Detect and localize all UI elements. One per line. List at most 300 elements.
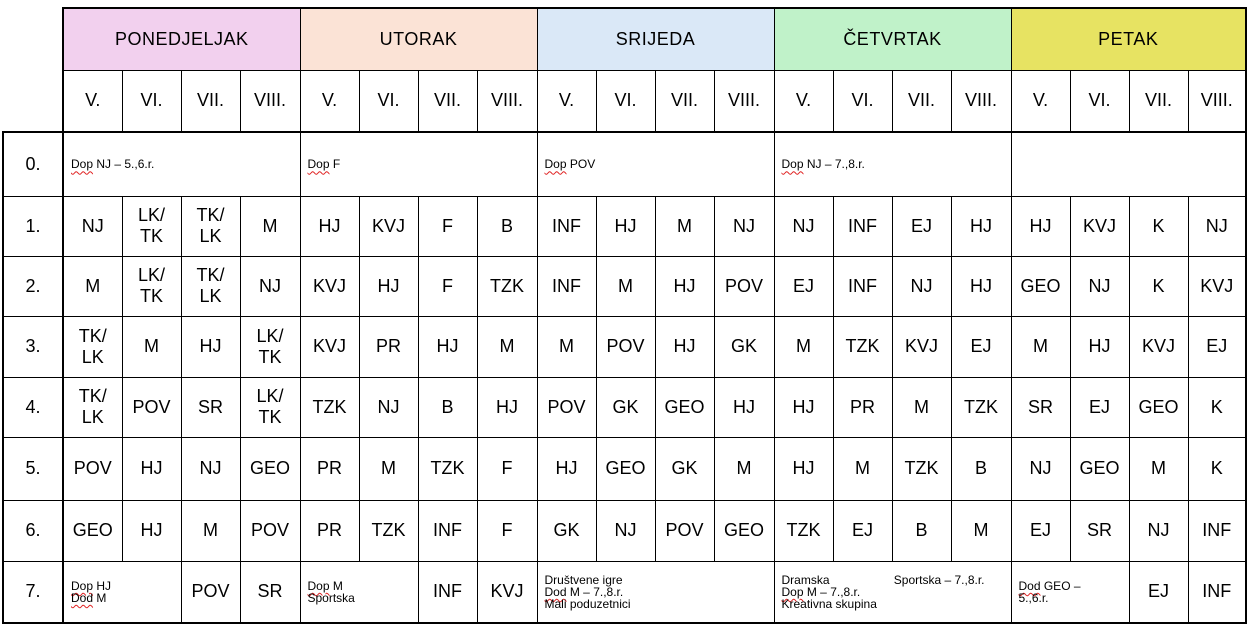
subject-text: HJ [140,520,163,540]
subject-text: M [144,336,159,356]
subject-cell [655,256,714,316]
subject-cell [951,256,1011,316]
subject-cell [951,500,1011,561]
grade-header-cell: VI. [359,70,418,132]
subject-text: SR [197,396,223,417]
subject-text: HJ [614,215,637,236]
subject-text: HJ [673,275,696,296]
grade-header-cell: VIII. [951,70,1011,132]
subject-text: LK/ TK [256,386,284,427]
subject-cell [892,437,951,500]
subject-cell [1188,377,1246,437]
subject-cell: EJ [1129,561,1188,623]
day-header-cetvrtak: ČETVRTAK [774,8,1011,70]
subject-text: TZK [964,396,998,417]
subject-text: K [1210,458,1223,478]
subject-text: M [914,396,929,417]
subject-cell [63,256,122,316]
subject-text: POV [547,396,586,417]
subject-cell [477,256,537,316]
activity-prefix: Dop [544,157,567,172]
subject-cell [1188,437,1246,500]
subject-cell [63,316,122,377]
grade-header-cell: VII. [1129,70,1188,132]
activity-text: F [329,157,341,172]
subject-cell [1129,377,1188,437]
subject-cell [63,377,122,437]
activity-cell [63,561,181,623]
subject-text: F [442,275,453,296]
subject-text: POV [250,520,289,540]
subject-cell [181,196,240,256]
timetable [2,7,1247,624]
subject-cell [714,196,774,256]
subject-cell [537,377,596,437]
subject-text: GK [671,458,698,478]
subject-cell: INF [1188,561,1246,623]
subject-text: HJ [318,215,341,236]
subject-text: TZK [430,458,465,478]
subject-text: NJ [1088,275,1111,296]
subject-cell [655,437,714,500]
subject-text: HJ [733,396,755,417]
subject-text: LK/ TK [137,265,166,306]
grade-header-cell: VIII. [477,70,537,132]
subject-cell [300,377,359,437]
subject-cell [1070,196,1129,256]
subject-text: M [203,520,218,540]
subject-text: KVJ [371,215,405,236]
grade-header-cell: V. [774,70,833,132]
subject-cell [1129,196,1188,256]
subject-text: NJ [199,458,222,478]
subject-cell [774,256,833,316]
subject-cell [1011,256,1070,316]
subject-text: KVJ [904,336,938,356]
subject-cell [359,377,418,437]
subject-cell [181,316,240,377]
subject-text: INF [1202,520,1232,540]
activity-cell [300,132,537,196]
activity-text: Sportska – 7.,8.r. [893,572,985,587]
subject-cell: SR [240,561,300,623]
corner-cell [3,70,63,132]
subject-cell [181,437,240,500]
period-row-0 [3,132,1246,196]
subject-cell [833,500,892,561]
subject-text: INF [848,275,877,296]
subject-cell [892,256,951,316]
subject-text: TZK [312,396,347,417]
subject-text: NJ [733,215,755,236]
subject-text: PR [849,396,875,417]
subject-text: INF [848,215,877,236]
subject-text: KVJ [1200,275,1234,296]
subject-text: M [618,275,633,296]
subject-cell [122,500,181,561]
subject-text: K [1210,396,1223,417]
subject-text: F [442,215,453,236]
subject-cell [122,316,181,377]
subject-cell [418,500,477,561]
period-label: 2. [3,256,63,316]
subject-text: KVJ [1141,336,1175,356]
subject-text: F [501,520,513,540]
subject-cell [122,377,181,437]
subject-text: M [85,275,101,296]
subject-cell [122,256,181,316]
subject-text: M [973,520,989,540]
subject-text: HJ [1088,336,1111,356]
grade-header-cell: VIII. [714,70,774,132]
activity-text: 5.,6.r. [1018,590,1049,605]
subject-text: HJ [436,336,459,356]
activity-prefix: Dod [544,584,567,599]
subject-cell [359,256,418,316]
activity-prefix: Dod [1018,578,1041,593]
subject-text: K [1152,215,1165,236]
subject-cell [537,500,596,561]
activity-text: Mali poduzetnici [544,596,631,611]
subject-cell [240,196,300,256]
activity-text: Dramska [781,572,830,587]
subject-cell [1129,500,1188,561]
subject-text: B [915,520,928,540]
subject-text: TZK [490,275,524,296]
subject-text: NJ [1205,215,1228,236]
activity-text: HJ [93,578,112,593]
subject-cell [833,316,892,377]
activity-prefix: Dop [781,157,804,172]
subject-text: GEO [723,520,764,540]
subject-text: B [974,458,987,478]
grade-header-cell: VI. [596,70,655,132]
day-header-srijeda: SRIJEDA [537,8,774,70]
subject-text: NJ [1029,458,1052,478]
activity-prefix: Dod [71,590,94,605]
subject-cell [833,437,892,500]
period-label: 1. [3,196,63,256]
activity-prefix: Dop [71,578,94,593]
activity-prefix: Dop [781,584,804,599]
subject-cell [1188,500,1246,561]
subject-cell [655,196,714,256]
subject-cell [477,500,537,561]
grade-header-row [3,70,1246,132]
subject-cell [1011,500,1070,561]
subject-text: NJ [377,396,400,417]
subject-text: LK/ TK [137,205,166,246]
subject-text: NJ [910,275,933,296]
subject-cell [300,437,359,500]
activity-cell [774,561,1011,623]
subject-cell [951,316,1011,377]
subject-text: KVJ [1082,215,1116,236]
subject-text: HJ [673,336,696,356]
subject-text: M [499,336,515,356]
subject-cell [596,500,655,561]
subject-cell [1070,316,1129,377]
period-row-7 [3,561,1246,623]
activity-text: M – 7.,8.r. [803,584,861,599]
subject-text: TZK [371,520,406,540]
activity-text: Sportska [307,590,355,605]
subject-cell [714,377,774,437]
subject-cell [418,316,477,377]
subject-text: TZK [904,458,939,478]
subject-text: M [1033,336,1048,356]
subject-text: LK/ TK [256,325,284,367]
subject-cell [774,500,833,561]
subject-cell [181,377,240,437]
grade-header-cell: VI. [1070,70,1129,132]
activity-text: NJ – 7.,8.r. [803,157,865,172]
subject-cell [240,316,300,377]
subject-text: GK [612,396,639,417]
subject-text: M [855,458,870,478]
subject-cell [655,500,714,561]
subject-cell [1129,437,1188,500]
subject-text: NJ [614,520,637,540]
subject-text: TK/ LK [196,205,225,246]
period-row-6 [3,500,1246,561]
subject-cell [774,196,833,256]
subject-cell [359,316,418,377]
subject-cell [951,437,1011,500]
subject-text: TK/ LK [78,386,107,427]
period-row-3 [3,316,1246,377]
subject-cell [63,500,122,561]
subject-cell [359,437,418,500]
subject-text: HJ [1029,215,1052,236]
subject-cell [833,256,892,316]
subject-text: HJ [377,275,400,296]
period-row-1 [3,196,1246,256]
activity-text: NJ – 5.,6.r. [93,157,155,172]
subject-text: NJ [792,215,815,236]
subject-text: M [559,336,574,356]
subject-text: HJ [555,458,578,478]
subject-cell [1011,316,1070,377]
subject-cell [537,437,596,500]
subject-text: HJ [140,458,163,478]
subject-cell [774,437,833,500]
subject-cell [596,377,655,437]
subject-cell [1188,256,1246,316]
subject-cell [477,316,537,377]
period-row-2 [3,256,1246,316]
subject-cell [892,196,951,256]
subject-text: M [677,215,692,236]
subject-cell [240,437,300,500]
grade-header-cell: VII. [181,70,240,132]
subject-text: GEO [1079,458,1120,478]
subject-text: KVJ [312,336,346,356]
day-header-utorak: UTORAK [300,8,537,70]
period-label: 5. [3,437,63,500]
subject-cell [714,316,774,377]
subject-text: TZK [786,520,821,540]
subject-text: TK/ LK [196,265,225,306]
grade-header-cell: VI. [833,70,892,132]
period-label: 4. [3,377,63,437]
subject-cell [181,500,240,561]
subject-cell [596,316,655,377]
grade-header-cell: V. [1011,70,1070,132]
day-header-petak: PETAK [1011,8,1246,70]
period-label: 7. [3,561,63,623]
subject-cell [477,437,537,500]
subject-text: GEO [605,458,646,478]
subject-cell [122,437,181,500]
subject-text: EJ [1029,520,1051,540]
activity-cell [537,561,774,623]
subject-cell [477,377,537,437]
activity-cell [537,132,774,196]
activity-cell-empty [1011,132,1246,196]
subject-text: HJ [970,215,992,236]
activity-text: GEO – [1040,578,1081,593]
grade-header-cell: VII. [418,70,477,132]
grade-header-cell: VI. [122,70,181,132]
subject-cell [655,377,714,437]
subject-text: PR [316,458,342,478]
subject-cell [951,377,1011,437]
subject-text: GEO [1138,396,1179,417]
subject-text: POV [724,275,763,296]
subject-text: M [1151,458,1166,478]
subject-text: HJ [970,275,992,296]
grade-header-cell: V. [537,70,596,132]
subject-text: INF [433,520,462,540]
subject-cell [655,316,714,377]
subject-text: EJ [1088,396,1110,417]
subject-text: M [381,458,396,478]
subject-text: F [501,458,513,478]
subject-cell [833,377,892,437]
subject-cell [300,196,359,256]
subject-cell [1129,256,1188,316]
subject-text: PR [375,336,401,356]
subject-text: B [500,215,513,236]
subject-text: NJ [81,215,104,236]
subject-cell: KVJ [477,561,537,623]
subject-text: M [262,215,278,236]
grade-header-cell: VII. [892,70,951,132]
subject-cell [714,256,774,316]
subject-text: INF [552,275,581,296]
subject-cell [1188,316,1246,377]
subject-cell [596,256,655,316]
subject-text: INF [552,215,581,236]
subject-cell [537,196,596,256]
subject-text: HJ [792,458,815,478]
subject-cell [300,500,359,561]
subject-text: PR [316,520,342,540]
subject-cell [300,256,359,316]
subject-text: GEO [72,520,113,540]
period-row-4 [3,377,1246,437]
subject-cell: POV [181,561,240,623]
subject-cell [1129,316,1188,377]
subject-text: EJ [1206,336,1228,356]
subject-cell [596,437,655,500]
period-label: 3. [3,316,63,377]
subject-text: HJ [792,396,815,417]
subject-text: M [796,336,811,356]
day-header-row [3,8,1246,70]
grade-header-cell: VIII. [1188,70,1246,132]
subject-cell [418,377,477,437]
subject-cell [1070,437,1129,500]
subject-cell [951,196,1011,256]
subject-cell [892,500,951,561]
activity-cell [63,132,300,196]
subject-cell [714,500,774,561]
grade-header-cell: V. [63,70,122,132]
subject-cell [1070,256,1129,316]
subject-cell [300,316,359,377]
activity-prefix: Dop [307,157,330,172]
subject-cell [892,316,951,377]
subject-cell [181,256,240,316]
day-header-ponedjeljak: PONEDJELJAK [63,8,300,70]
subject-cell [477,196,537,256]
subject-text: POV [606,336,645,356]
subject-text: KVJ [312,275,346,296]
activity-text: M – 7.,8.r. [566,584,624,599]
subject-text: EJ [910,215,932,236]
subject-text: GEO [664,396,705,417]
subject-cell [122,196,181,256]
activity-prefix: Dop [307,578,330,593]
period-label: 0. [3,132,63,196]
grade-header-cell: V. [300,70,359,132]
subject-text: POV [73,458,112,478]
subject-cell [63,437,122,500]
subject-cell [63,196,122,256]
period-row-5 [3,437,1246,500]
grade-header-cell: VII. [655,70,714,132]
subject-cell [1011,437,1070,500]
subject-text: GK [730,336,757,356]
subject-cell [537,256,596,316]
activity-prefix: Dop [71,157,94,172]
subject-cell [359,196,418,256]
subject-text: SR [1086,520,1112,540]
subject-cell: INF [418,561,477,623]
subject-cell [359,500,418,561]
activity-cell [1011,561,1129,623]
subject-cell [892,377,951,437]
subject-text: HJ [496,396,518,417]
subject-cell [833,196,892,256]
subject-cell [714,437,774,500]
subject-text: K [1152,275,1165,296]
subject-cell [240,377,300,437]
subject-text: GK [553,520,580,540]
activity-text: M [93,590,107,605]
activity-text: Društvene igre [544,572,623,587]
subject-text: M [736,458,752,478]
subject-text: EJ [970,336,992,356]
subject-text: EJ [851,520,873,540]
subject-text: POV [132,396,171,417]
subject-text: NJ [259,275,281,296]
activity-cell [300,561,418,623]
subject-cell [418,437,477,500]
subject-cell [1070,500,1129,561]
